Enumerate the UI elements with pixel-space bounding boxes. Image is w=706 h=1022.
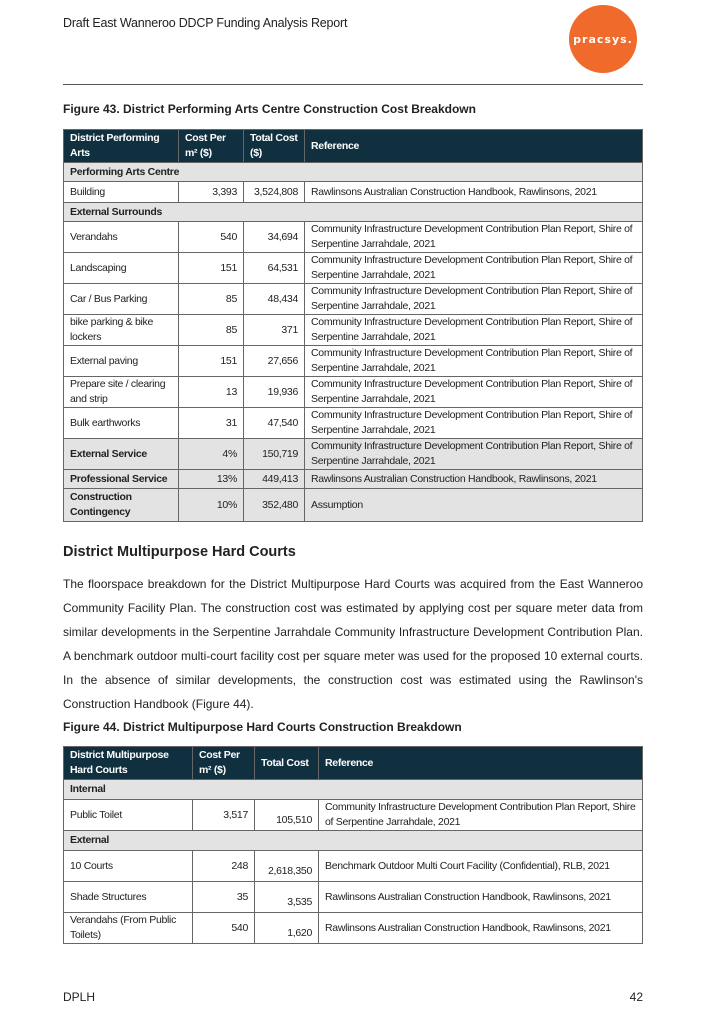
table-row xyxy=(64,489,643,522)
reference-cell: Benchmark Outdoor Multi Court Facility (Confidential), RLB, 2021 xyxy=(319,851,643,882)
reference-cell: Rawlinsons Australian Construction Handbook, Rawlinsons, 2021 xyxy=(305,470,643,489)
column-header: Cost Per m² ($) xyxy=(193,747,255,780)
section-label: External Surrounds xyxy=(64,203,643,222)
total-cell: 48,434 xyxy=(244,284,305,315)
pracsys-logo: pracsys. xyxy=(569,5,637,73)
table-row xyxy=(64,253,643,284)
item-cell: bike parking & bike lockers xyxy=(64,315,179,346)
item-cell: External Service xyxy=(64,439,179,470)
footer-org: DPLH xyxy=(63,990,96,1004)
column-header: District Multipurpose Hard Courts xyxy=(64,747,193,780)
header-divider xyxy=(63,84,643,85)
column-header: Reference xyxy=(319,747,643,780)
column-header: Cost Per m² ($) xyxy=(179,130,244,163)
item-cell: Landscaping xyxy=(64,253,179,284)
item-cell: Prepare site / clearing and strip xyxy=(64,377,179,408)
reference-cell: Community Infrastructure Development Contribution Plan Report, Shire of Serpentine Jarrahdale, 2021 xyxy=(305,377,643,408)
total-cell: 27,656 xyxy=(244,346,305,377)
cost-cell: 3,393 xyxy=(179,182,244,203)
document-header-title: Draft East Wanneroo DDCP Funding Analysis Report xyxy=(63,16,348,30)
item-cell: Verandahs xyxy=(64,222,179,253)
cost-cell: 85 xyxy=(179,315,244,346)
cost-cell: 151 xyxy=(179,346,244,377)
table-header-row xyxy=(64,130,643,163)
table-row xyxy=(64,470,643,489)
table-row xyxy=(64,377,643,408)
cost-cell: 3,517 xyxy=(193,800,255,831)
section-row xyxy=(64,780,643,800)
total-cell: 105,510 xyxy=(255,800,319,831)
item-cell: 10 Courts xyxy=(64,851,193,882)
reference-cell: Rawlinsons Australian Construction Handbook, Rawlinsons, 2021 xyxy=(319,913,643,944)
item-cell: Public Toilet xyxy=(64,800,193,831)
column-header: Reference xyxy=(305,130,643,163)
reference-cell: Community Infrastructure Development Contribution Plan Report, Shire of Serpentine Jarrahdale, 2021 xyxy=(305,253,643,284)
reference-cell: Community Infrastructure Development Contribution Plan Report, Shire of Serpentine Jarrahdale, 2021 xyxy=(305,408,643,439)
reference-cell: Community Infrastructure Development Contribution Plan Report, Shire of Serpentine Jarrahdale, 2021 xyxy=(319,800,643,831)
reference-cell: Rawlinsons Australian Construction Handbook, Rawlinsons, 2021 xyxy=(319,882,643,913)
reference-cell: Rawlinsons Australian Construction Handbook, Rawlinsons, 2021 xyxy=(305,182,643,203)
total-cell: 3,524,808 xyxy=(244,182,305,203)
item-cell: Shade Structures xyxy=(64,882,193,913)
item-cell: External paving xyxy=(64,346,179,377)
reference-cell: Community Infrastructure Development Contribution Plan Report, Shire of Serpentine Jarrahdale, 2021 xyxy=(305,315,643,346)
total-cell: 150,719 xyxy=(244,439,305,470)
cost-cell: 151 xyxy=(179,253,244,284)
page-number: 42 xyxy=(629,990,643,1004)
section-label: Performing Arts Centre xyxy=(64,163,643,182)
section-heading: District Multipurpose Hard Courts xyxy=(63,544,296,560)
table-row xyxy=(64,851,643,882)
item-cell: Construction Contingency xyxy=(64,489,179,522)
table-row xyxy=(64,439,643,470)
cost-cell: 35 xyxy=(193,882,255,913)
cost-cell: 540 xyxy=(193,913,255,944)
total-cell: 47,540 xyxy=(244,408,305,439)
total-cell: 3,535 xyxy=(255,882,319,913)
reference-cell: Assumption xyxy=(305,489,643,522)
figure-44-table xyxy=(63,746,643,944)
figure-43-table xyxy=(63,129,643,522)
item-cell: Verandahs (From Public Toilets) xyxy=(64,913,193,944)
table-row xyxy=(64,882,643,913)
item-cell: Bulk earthworks xyxy=(64,408,179,439)
section-label: Internal xyxy=(64,780,643,800)
figure-43-caption: Figure 43. District Performing Arts Centre Construction Cost Breakdown xyxy=(63,102,476,116)
total-cell: 64,531 xyxy=(244,253,305,284)
total-cell: 449,413 xyxy=(244,470,305,489)
total-cell: 371 xyxy=(244,315,305,346)
column-header: District Performing Arts xyxy=(64,130,179,163)
reference-cell: Community Infrastructure Development Contribution Plan Report, Shire of Serpentine Jarrahdale, 2021 xyxy=(305,439,643,470)
reference-cell: Community Infrastructure Development Contribution Plan Report, Shire of Serpentine Jarrahdale, 2021 xyxy=(305,346,643,377)
figure-44-caption: Figure 44. District Multipurpose Hard Courts Construction Breakdown xyxy=(63,720,462,734)
cost-cell: 31 xyxy=(179,408,244,439)
column-header: Total Cost xyxy=(255,747,319,780)
table-header-row xyxy=(64,747,643,780)
item-cell: Building xyxy=(64,182,179,203)
section-label: External xyxy=(64,831,643,851)
section-row xyxy=(64,831,643,851)
total-cell: 2,618,350 xyxy=(255,851,319,882)
section-row xyxy=(64,163,643,182)
table-row xyxy=(64,800,643,831)
reference-cell: Community Infrastructure Development Contribution Plan Report, Shire of Serpentine Jarrahdale, 2021 xyxy=(305,222,643,253)
cost-cell: 13% xyxy=(179,470,244,489)
table-row xyxy=(64,408,643,439)
table-row xyxy=(64,315,643,346)
item-cell: Car / Bus Parking xyxy=(64,284,179,315)
table-row xyxy=(64,346,643,377)
total-cell: 34,694 xyxy=(244,222,305,253)
table-row xyxy=(64,182,643,203)
table-row xyxy=(64,284,643,315)
table-row xyxy=(64,222,643,253)
total-cell: 352,480 xyxy=(244,489,305,522)
cost-cell: 85 xyxy=(179,284,244,315)
reference-cell: Community Infrastructure Development Contribution Plan Report, Shire of Serpentine Jarrahdale, 2021 xyxy=(305,284,643,315)
cost-cell: 13 xyxy=(179,377,244,408)
table-row xyxy=(64,913,643,944)
cost-cell: 4% xyxy=(179,439,244,470)
section-paragraph: The floorspace breakdown for the District Multipurpose Hard Courts was acquired from the East Wanneroo Community Facility Plan. The construction cost was estimated by applying cost per square meter data from similar developments in the Serpentine Jarrahdale Community Infrastructure Development Contribution Plan. A benchmark outdoor multi-court facility cost per square meter was used for the proposed 10 external courts. In the absence of similar developments, the construction cost was estimated using the Rawlinson's Construction Handbook (Figure 44). xyxy=(63,577,643,711)
cost-cell: 248 xyxy=(193,851,255,882)
total-cell: 1,620 xyxy=(255,913,319,944)
cost-cell: 540 xyxy=(179,222,244,253)
total-cell: 19,936 xyxy=(244,377,305,408)
cost-cell: 10% xyxy=(179,489,244,522)
section-row xyxy=(64,203,643,222)
column-header: Total Cost ($) xyxy=(244,130,305,163)
item-cell: Professional Service xyxy=(64,470,179,489)
